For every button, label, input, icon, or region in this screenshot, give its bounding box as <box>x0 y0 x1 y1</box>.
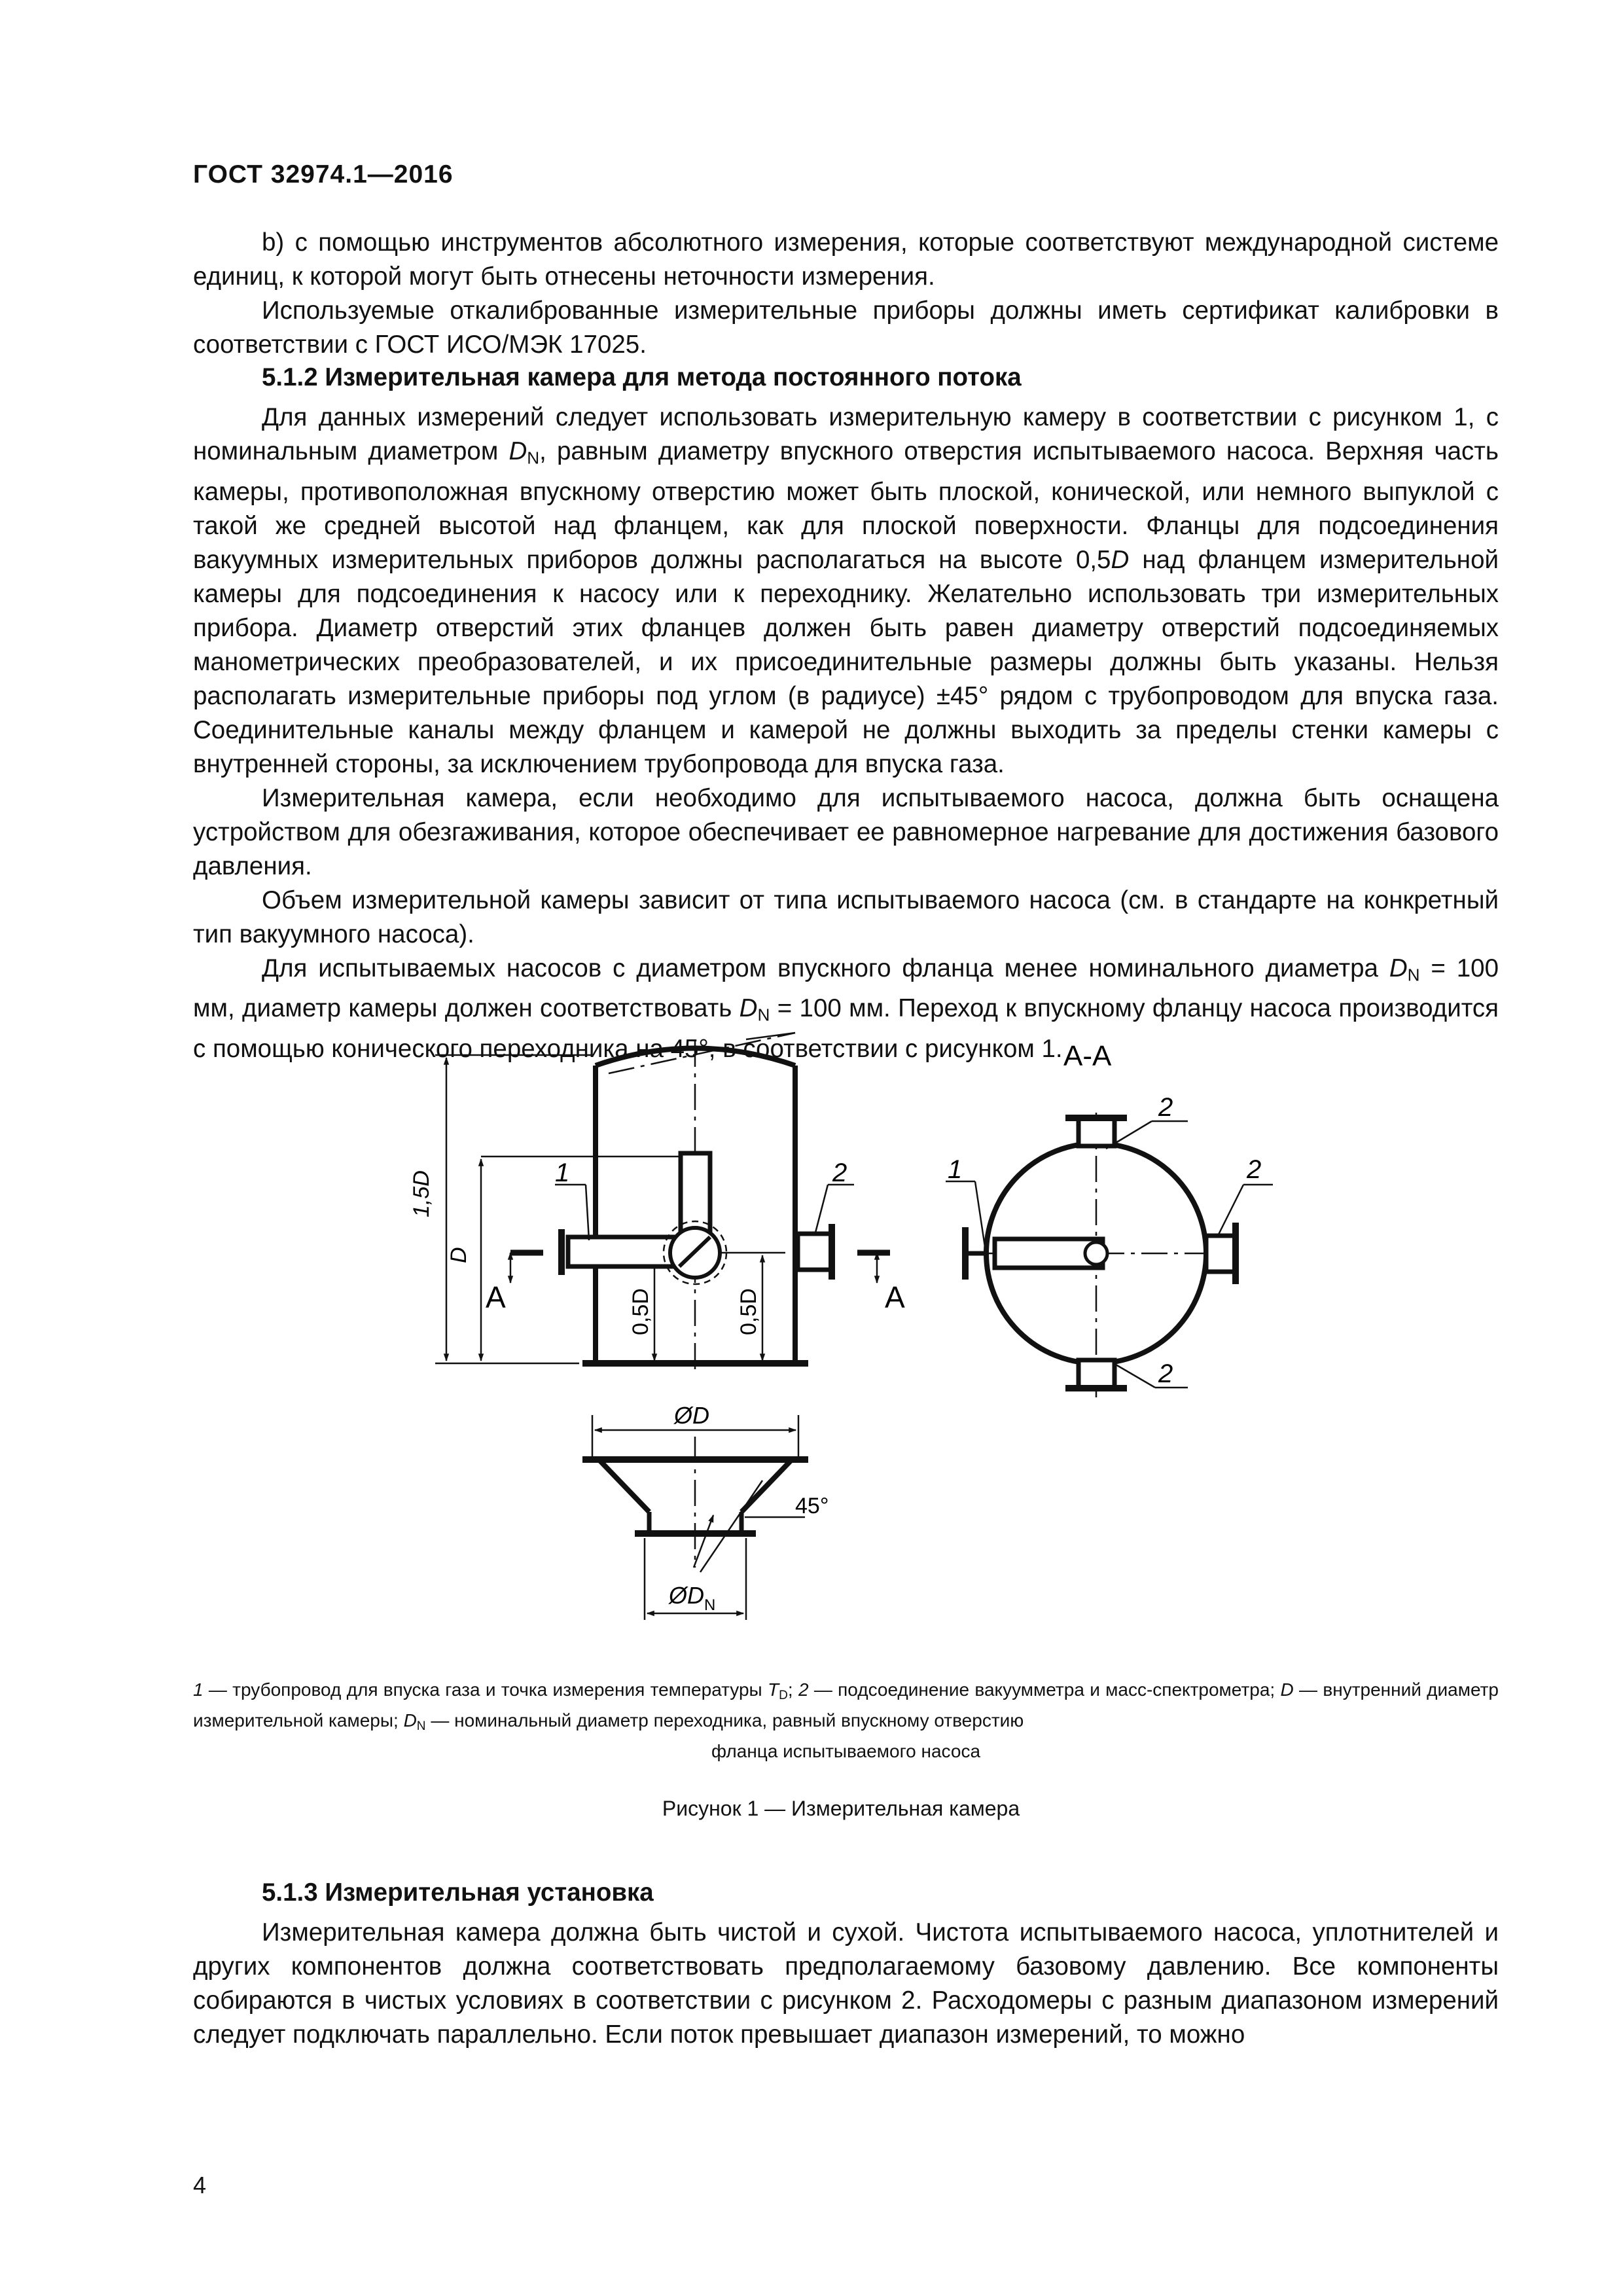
paragraph: b) с помощью инструментов абсолютного измерения, которые соответствуют международной системе единиц, к которой могут быть отнесены неточности измерения. <box>193 228 1499 291</box>
section-mark-a-right: А <box>885 1280 905 1314</box>
paragraph: Для испытываемых насосов с диаметром впускного фланца менее номинального диаметра $D_N = 100$ мм, диаметр камеры должен соответствовать $D_N = 100$ мм. Переход к впускному фланцу насоса производится с помощью конического переходника на 45°, в соответствии с рисунком 1. <box>193 954 1499 1063</box>
label-2-section-bottom: 2 <box>1158 1359 1173 1388</box>
section-mark-a-left: А <box>486 1280 506 1314</box>
label-1-side: 1 <box>555 1158 570 1187</box>
section-heading-5-1-3: 5.1.3 Измерительная установка <box>262 1878 654 1907</box>
label-2-section-right: 2 <box>1247 1155 1262 1184</box>
chamber-side-view <box>435 1033 890 1374</box>
figure-measuring-chamber <box>0 1008 1623 1662</box>
document-header: ГОСТ 32974.1—2016 <box>193 160 454 188</box>
section-label-a-a: А-А <box>1063 1040 1112 1072</box>
section-heading-5-1-2: 5.1.2 Измерительная камера для метода постоянного потока <box>262 363 1022 391</box>
section-a-a-view <box>946 1113 1273 1397</box>
paragraph: Измерительная камера, если необходимо для испытываемого насоса, должна быть оснащена устройством для обезгаживания, которое обеспечивает ее равномерное нагревание для достижения базового давления. <box>193 783 1499 880</box>
angle-label-45: 45° <box>795 1494 829 1518</box>
label-2-side: 2 <box>832 1158 847 1187</box>
section-5-1-3-body <box>193 1916 1499 2052</box>
dim-label-1-5d: 1,5D <box>409 1170 434 1217</box>
dim-label-05d-right: 0,5D <box>736 1288 761 1335</box>
dim-label-phi-dn: $ØD_N$ <box>669 1582 716 1614</box>
page-number: 4 <box>193 2172 207 2198</box>
paragraph: Измерительная камера должна быть чистой и сухой. Чистота испытываемого насоса, уплотнителей и других компонентов должна соответствовать предполагаемому базовому давлению. Все компоненты собираются в чистых условиях в соответствии с рисунком 2. Расходомеры с разным диапазоном измерений следует подключать параллельно. Если поток превышает диапазон измерений, то можно <box>193 1918 1499 2049</box>
paragraph: Объем измерительной камеры зависит от типа испытываемого насоса (см. в стандарте на конкретный тип вакуумного насоса). <box>193 886 1499 948</box>
dim-label-d: D <box>446 1247 471 1263</box>
figure-legend: 1 — трубопровод для впуска газа и точка измерения температуры $T_D$; 2 — подсоединение вакуумметра и масс-спектрометра; D — внутренний диаметр измерительной камеры; $D_N$ — номинальный диаметр переходника, равный впускному отверстию фланца испытываемого насоса <box>193 1679 1499 1761</box>
dim-label-phi-d: ØD <box>674 1402 709 1429</box>
paragraph: Для данных измерений следует использовать измерительную камеру в соответствии с рисунком 1, с номинальным диаметром $D_N$, равным диаметру впускного отверстия испытываемого насоса. Верхняя часть камеры, противоположная впускному отверстию может быть плоской, конической, или немного выпуклой с такой же средней высотой над фланцем, как для плоской поверхности. Фланцы для подсоединения вакуумных измерительных приборов должны располагаться на высоте 0,5D над фланцем измерительной камеры для подсоединения к насосу или к переходнику. Желательно использовать три измерительных прибора. Диаметр отверстий этих фланцев должен быть равен диаметру отверстий подсоединяемых манометрических преобразователей, и их присоединительные размеры должны быть указаны. Нельзя располагать измерительные приборы под углом (в радиусе) ±45° рядом с трубопроводом для впуска газа. Соединительные каналы между фланцем и камерой не должны выходить за пределы стенки камеры с внутренней стороны, за исключением трубопровода для впуска газа. <box>193 403 1499 778</box>
figure-caption: Рисунок 1 — Измерительная камера <box>662 1797 1020 1820</box>
intro-block <box>193 226 1499 362</box>
label-1-section: 1 <box>948 1155 963 1184</box>
paragraph: Используемые откалиброванные измерительные приборы должны иметь сертификат калибровки в соответствии с ГОСТ ИСО/МЭК 17025. <box>193 296 1499 359</box>
section-5-1-2-body <box>193 401 1499 1066</box>
dim-label-05d-left: 0,5D <box>628 1288 653 1335</box>
label-2-section-top: 2 <box>1158 1093 1173 1122</box>
